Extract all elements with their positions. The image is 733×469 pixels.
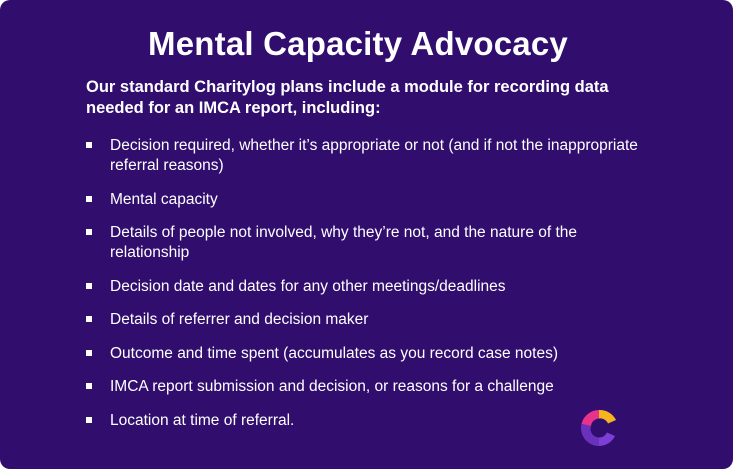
bullet-text: Location at time of referral. xyxy=(110,411,295,429)
bullet-item xyxy=(86,310,646,330)
bullet-text: Details of people not involved, why they’re not, and the nature of the relationship xyxy=(110,224,578,261)
bullet-square-icon xyxy=(86,350,92,356)
bullet-square-icon xyxy=(86,316,92,322)
charitylog-logo-icon xyxy=(579,406,619,450)
bullet-square-icon xyxy=(86,229,92,235)
bullet-item xyxy=(86,277,646,297)
bullet-square-icon xyxy=(86,417,92,423)
bullet-item xyxy=(86,377,646,397)
bullet-text: Decision required, whether it’s appropriate or not (and if not the inappropriate referral reasons) xyxy=(110,137,638,174)
bullet-item xyxy=(86,190,646,210)
bullet-text: Details of referrer and decision maker xyxy=(110,311,369,328)
bullet-square-icon xyxy=(86,196,92,202)
slide-title: Mental Capacity Advocacy xyxy=(148,25,568,62)
bullet-text: Decision date and dates for any other meetings/deadlines xyxy=(110,277,506,295)
bullet-item xyxy=(86,344,646,364)
bullet-item xyxy=(86,411,646,431)
bullet-item xyxy=(86,136,646,176)
intro-text: Our standard Charitylog plans include a module for recording data needed for an IMCA report, including: xyxy=(86,78,609,117)
bullet-list xyxy=(86,136,646,444)
bullet-text: IMCA report submission and decision, or reasons for a challenge xyxy=(110,378,554,395)
bullet-square-icon xyxy=(86,283,92,289)
bullet-item xyxy=(86,223,646,263)
bullet-square-icon xyxy=(86,142,92,148)
bullet-text: Mental capacity xyxy=(110,190,218,208)
bullet-square-icon xyxy=(86,383,92,389)
bullet-text: Outcome and time spent (accumulates as you record case notes) xyxy=(110,344,558,362)
